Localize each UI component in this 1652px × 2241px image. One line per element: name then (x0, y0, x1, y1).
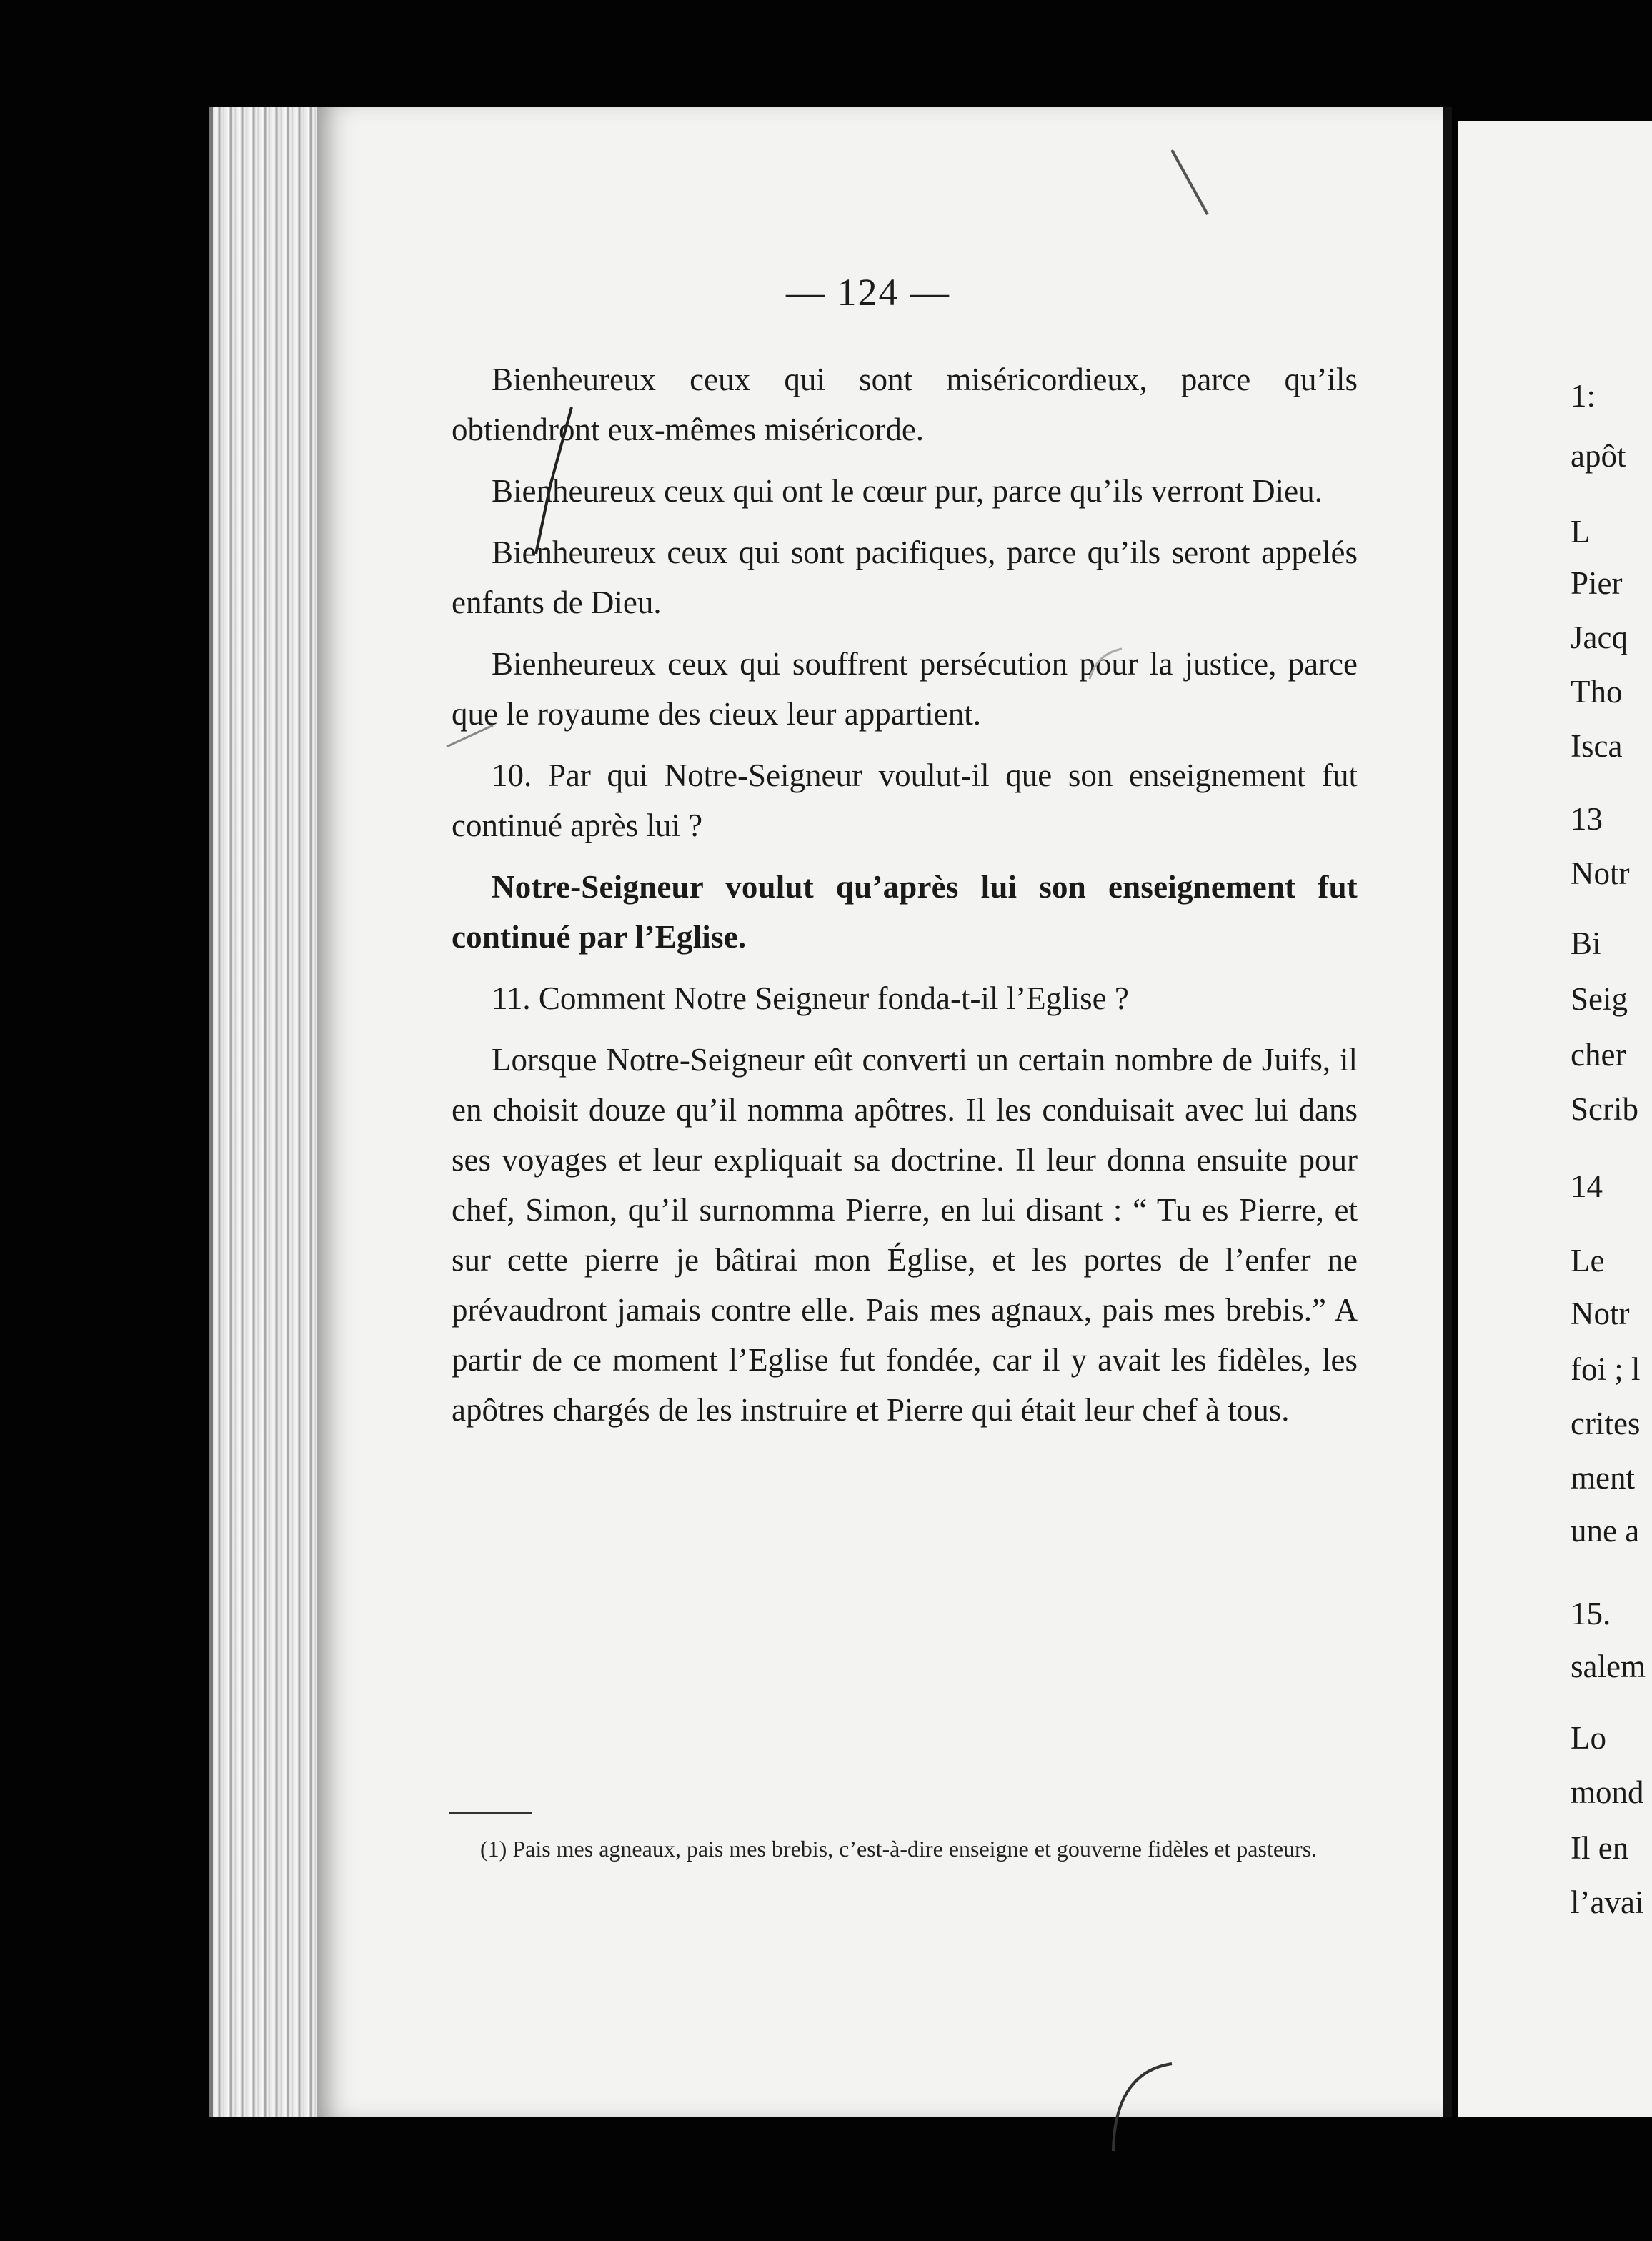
next-page-fragment: l’avai (1571, 1884, 1644, 1920)
question-paragraph: 11. Comment Notre Seigneur fonda-t-il l’Eglise ? (492, 980, 1129, 1016)
next-page-fragment: Bi (1571, 925, 1601, 961)
next-page-fragment: salem (1571, 1649, 1646, 1684)
pencil-mark-dash (443, 722, 500, 750)
next-page-fragment: une a (1571, 1513, 1640, 1549)
next-page-fragment: Notr (1571, 1296, 1630, 1331)
next-page-fragment: Lo (1571, 1720, 1606, 1756)
next-page-fragment: mond (1571, 1774, 1644, 1810)
next-page-fragment: ment (1571, 1460, 1635, 1496)
answer-paragraph: Bienheureux ceux qui sont pacifiques, parce qu’ils seront appelés enfants de Dieu. (452, 535, 1358, 620)
pencil-mark-curve (1079, 643, 1129, 686)
next-page-fragment: Notr (1571, 855, 1630, 891)
answer-paragraph: Bienheureux ceux qui ont le cœur pur, parce qu’ils verront Dieu. (492, 473, 1323, 509)
answer-paragraph: Lorsque Notre-Seigneur eût converti un certain nombre de Juifs, il en choisit douze qu’il nomma apôtres. Il les conduisait avec lui dans ses voyages et leur expliquait sa doctrine. Il leur donna ensuite pour chef, Simon, qu’il surnomma Pierre, en lui disant : “ Tu es Pierre, et sur cette pierre je bâtirai mon Église, et les portes de l’enfer ne prévaudront jamais contre elle. Pais mes agnaux, pais mes brebis.” A partir de ce moment l’Eglise fut fondée, car il y avait les fidèles, les apôtres chargés de les instruire et Pierre qui était leur chef à tous. (452, 1042, 1358, 1428)
next-page-fragment: crites (1571, 1406, 1641, 1441)
question-paragraph: 10. Par qui Notre-Seigneur voulut-il que son enseignement fut continué après lui ? (452, 757, 1358, 843)
footnote-text: (1) Pais mes agneaux, pais mes brebis, c’est-à-dire enseigne et gouverne fidèles et pasteurs. (480, 1836, 1318, 1862)
next-page-fragment: cher (1571, 1037, 1626, 1073)
pencil-mark-arc (1100, 2058, 1186, 2158)
next-page-fragment: Le (1571, 1243, 1605, 1278)
pencil-mark-checkmark (529, 400, 593, 565)
footnote-rule (449, 1812, 532, 1814)
next-page-fragment: Tho (1571, 674, 1623, 710)
page-number: — 124 — (786, 271, 950, 314)
next-page-fragment: Jacq (1571, 620, 1628, 655)
next-page-fragment: Pier (1571, 565, 1623, 601)
next-page-fragment: Scrib (1571, 1091, 1638, 1127)
next-page-fragment: Seig (1571, 981, 1628, 1017)
next-page-fragment: 14 (1571, 1168, 1603, 1204)
next-page-fragment: 13 (1571, 801, 1603, 837)
answer-paragraph: Notre-Seigneur voulut qu’après lui son enseignement fut continué par l’Eglise. (452, 869, 1358, 955)
next-page-fragment: foi ; l (1571, 1351, 1641, 1387)
answer-paragraph: Bienheureux ceux qui sont miséricordieux, parce qu’ils obtiendront eux-mêmes miséricorde. (452, 362, 1358, 447)
scan-artifact-top (1165, 143, 1222, 229)
answer-paragraph: Bienheureux ceux qui souffrent persécution pour la justice, parce que le royaume des cieux leur appartient. (452, 646, 1358, 732)
next-page-fragment: apôt (1571, 438, 1626, 474)
next-page-fragment: Isca (1571, 728, 1623, 764)
footnote (449, 1831, 1358, 1867)
next-page-fragment: 15. (1571, 1596, 1611, 1631)
next-page-fragment: 1: (1571, 378, 1596, 414)
book-gutter (1443, 107, 1452, 2117)
next-page-fragment: L (1571, 514, 1591, 550)
next-page-fragment: Il en (1571, 1830, 1629, 1866)
